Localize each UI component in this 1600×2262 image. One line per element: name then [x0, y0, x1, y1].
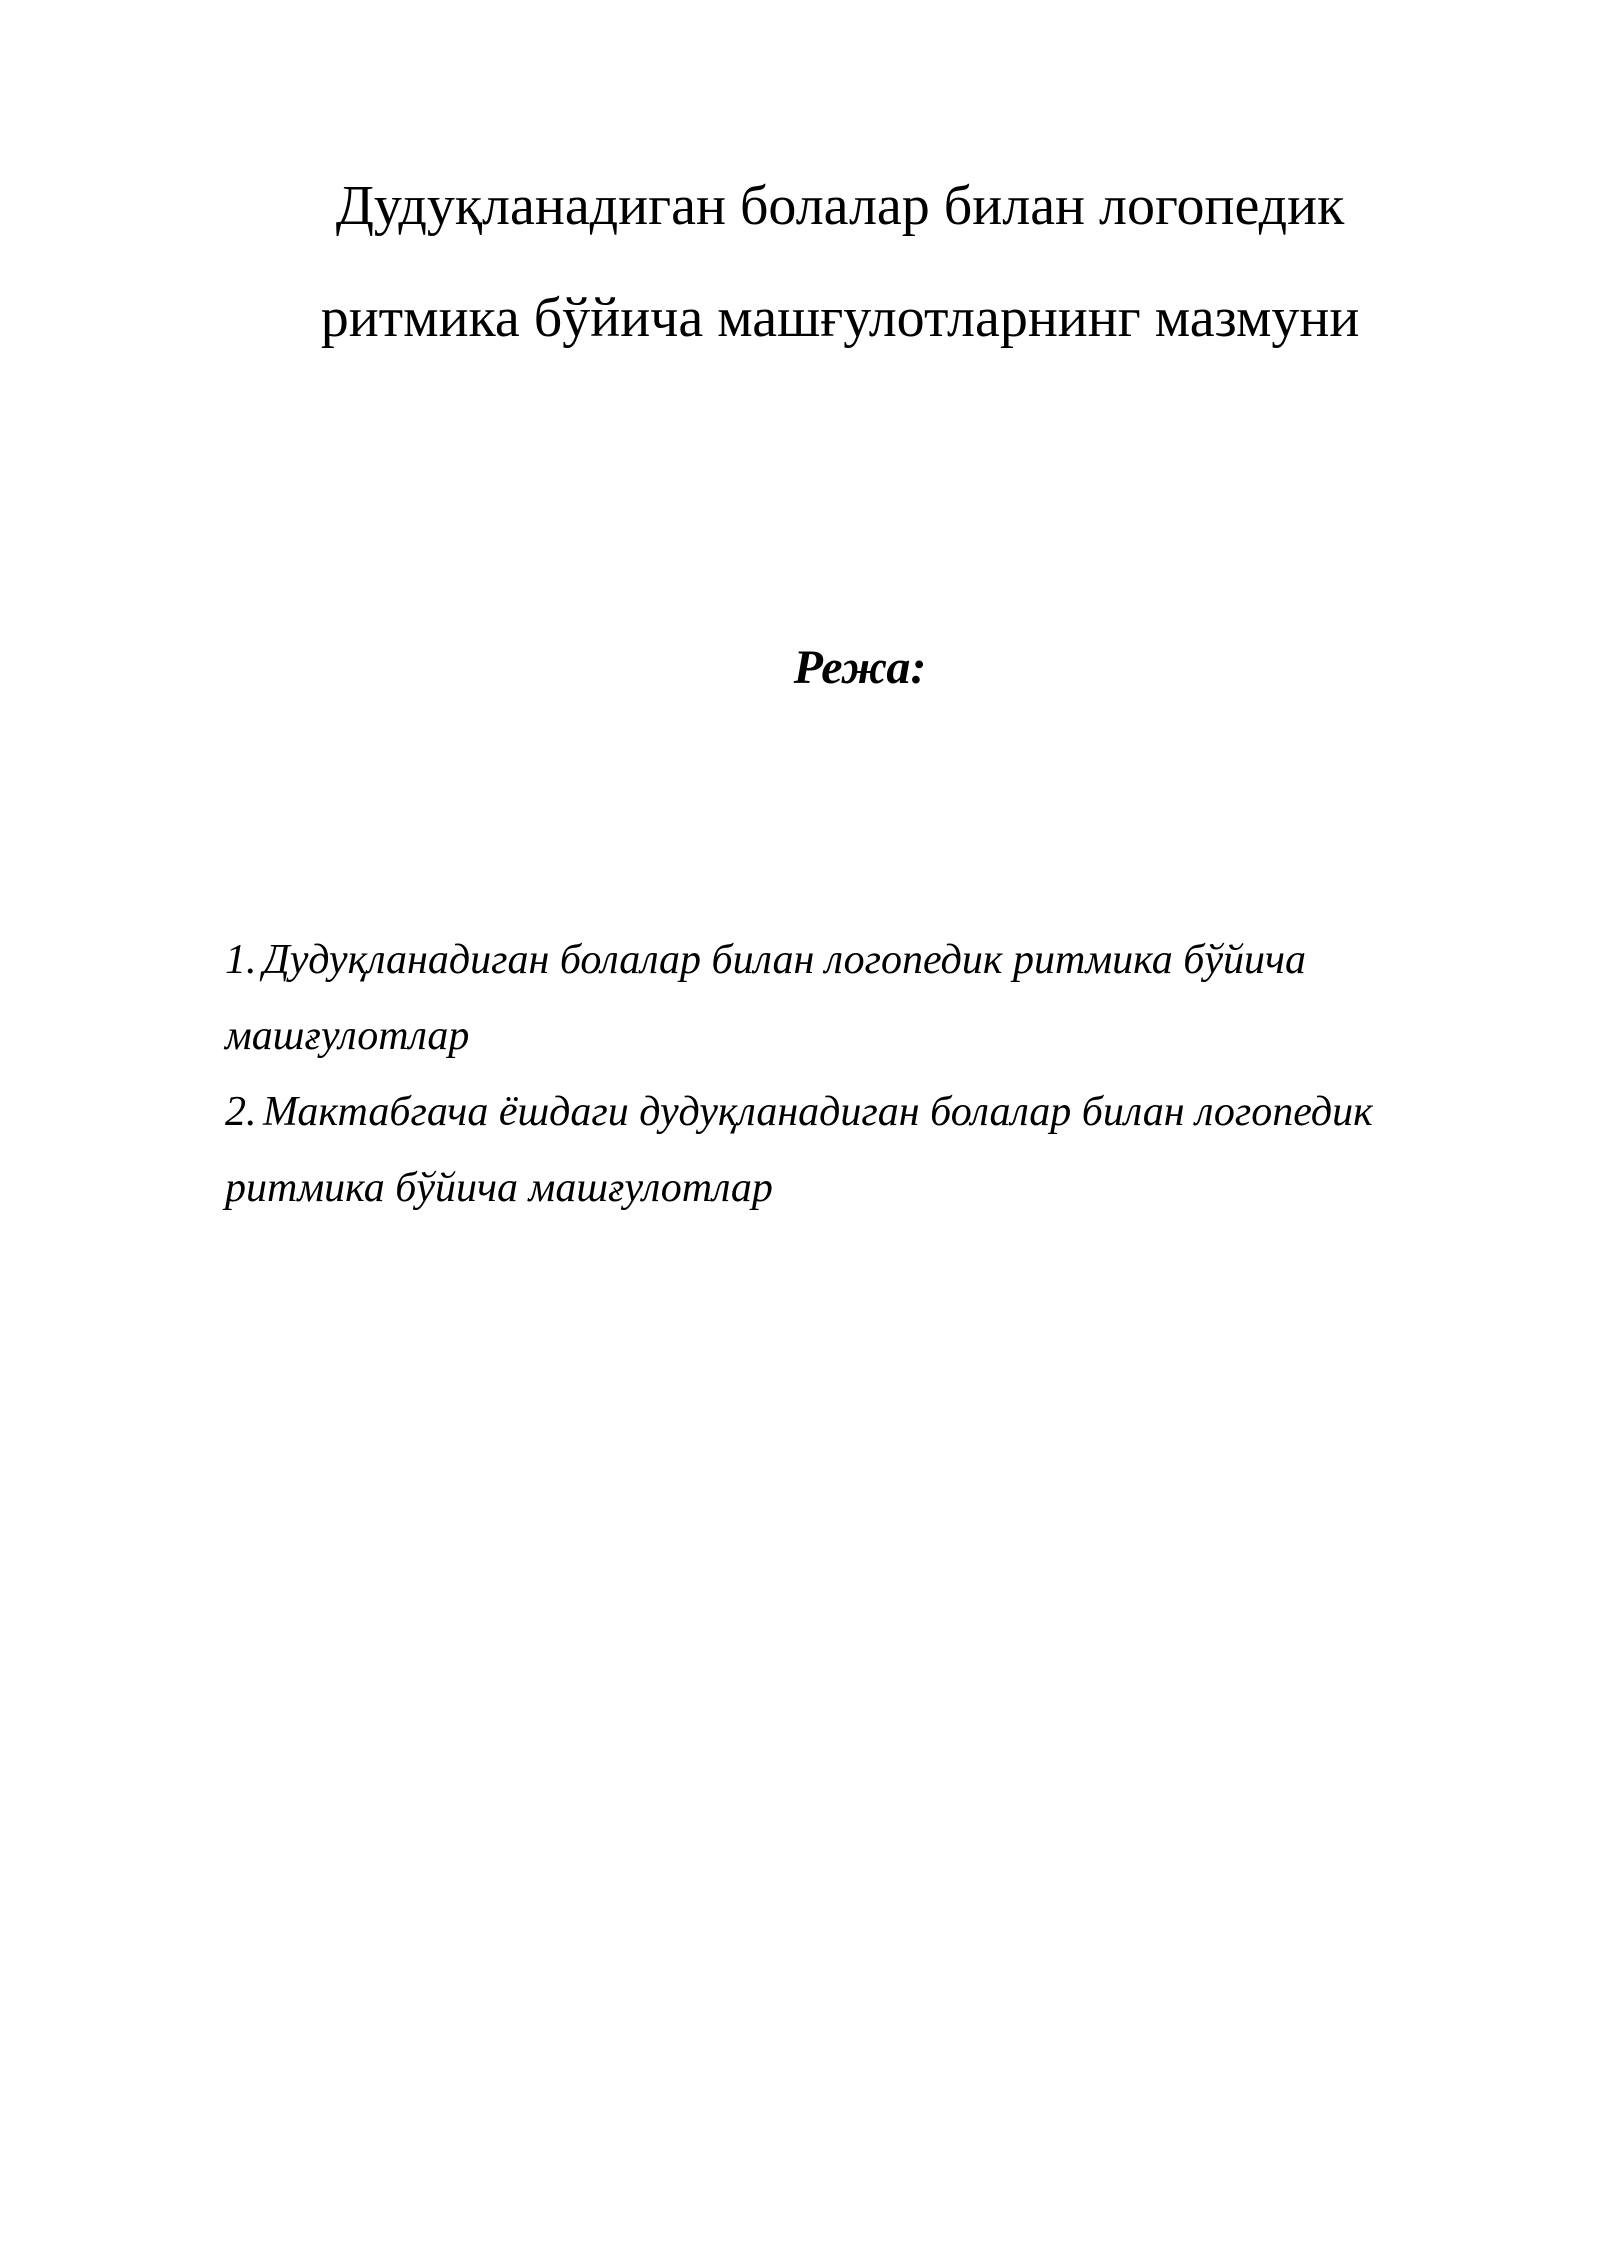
- plan-item-first-line: [225, 1074, 1485, 1150]
- document-title-line-1: Дудуқланадиган болалар билан логопедик: [335, 175, 1345, 237]
- plan-item-continuation: ритмика бўйича машғулотлар: [225, 1165, 773, 1211]
- plan-list: [225, 922, 1485, 1226]
- document-title-line-2: ритмика бўйича машғулотларнинг мазмуни: [320, 287, 1360, 349]
- plan-item-continuation: машғулотлар: [225, 1013, 470, 1059]
- plan-item-number: 2.: [225, 1089, 257, 1135]
- plan-item-text: Мактабгача ёшдаги дудуқланадиган болалар билан логопедик: [263, 1089, 1373, 1135]
- plan-item: [225, 1074, 1485, 1226]
- plan-item: [225, 922, 1485, 1074]
- plan-item-number: 1.: [225, 937, 257, 983]
- plan-item-first-line: [225, 922, 1485, 998]
- plan-item-text: Дудуқланадиган болалар билан логопедик ритмика бўйича: [263, 937, 1307, 983]
- document-title: [240, 150, 1440, 374]
- plan-heading: Режа:: [793, 641, 927, 694]
